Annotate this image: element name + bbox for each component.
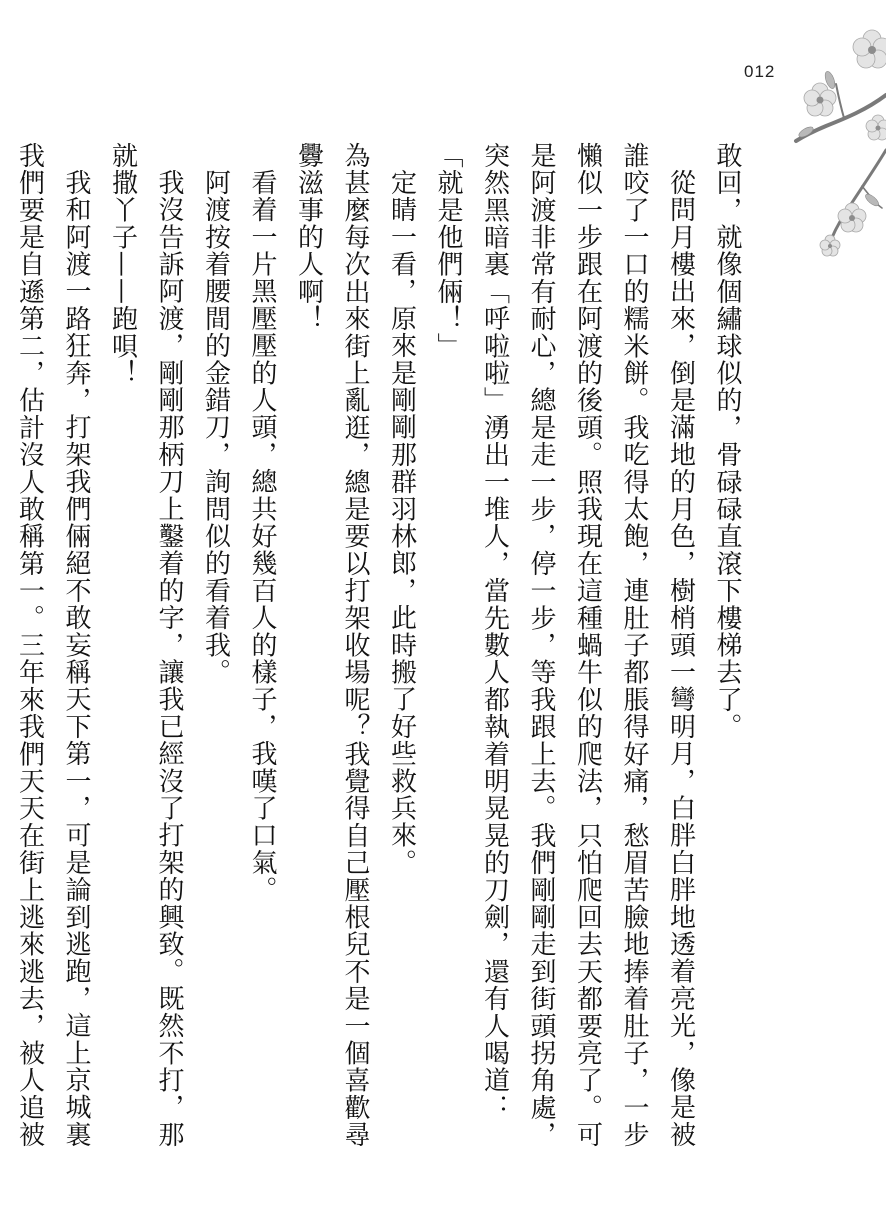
paragraph: 看着一片黑壓壓的人頭，總共好幾百人的樣子，我嘆了口氣。 bbox=[247, 169, 277, 904]
plum-blossom-branch-icon bbox=[786, 0, 886, 270]
paragraph: 定睛一看，原來是剛剛那群羽林郎，此時搬了好些救兵來。 bbox=[386, 169, 417, 877]
paragraph: 我和阿渡一路狂奔，打架我們倆絕不敢妄稱天下第一，可是論到逃跑，這上京城裏我們要是自遜第二，估計沒人敢稱第一。三年來我們天天在街上逃來逃去，被人追被 bbox=[14, 142, 91, 1149]
paragraph: 敢回，就像個繡球似的，骨碌碌直滾下樓梯去了。 bbox=[712, 142, 742, 741]
paragraph: 為甚麼每次出來街上亂逛，總是要以打架收場呢？我覺得自己壓根兒不是一個喜歡尋釁滋事的人啊！ bbox=[293, 142, 370, 1149]
paragraph: 從問月樓出來，倒是滿地的月色，樹梢頭一彎明月，白胖白胖地透着亮光，像是被誰咬了一口的糯米餅。我吃得太飽，連肚子都脹得好痛，愁眉苦臉地捧着肚子，一步懶似一步跟在阿渡的後頭。照我現在這種蝸牛似的爬法，只怕爬回去天都要亮了。可是阿渡非常有耐心，總是走一步，停一步，等我跟上去。我們剛剛走到街頭拐角處，突然黑暗裏「呼啦啦」湧出一堆人，當先數人都執着明晃晃的刀劍，還有人喝道：「就是他們倆！」 bbox=[433, 142, 696, 1149]
paragraph: 阿渡按着腰間的金錯刀，詢問似的看着我。 bbox=[200, 169, 231, 687]
page-number: 012 bbox=[744, 62, 776, 81]
body-text bbox=[14, 142, 750, 1152]
paragraph: 我沒告訴阿渡，剛剛那柄刀上鑿着的字，讓我已經沒了打架的興致。既然不打，那就撒丫子——跑唄！ bbox=[107, 142, 184, 1149]
